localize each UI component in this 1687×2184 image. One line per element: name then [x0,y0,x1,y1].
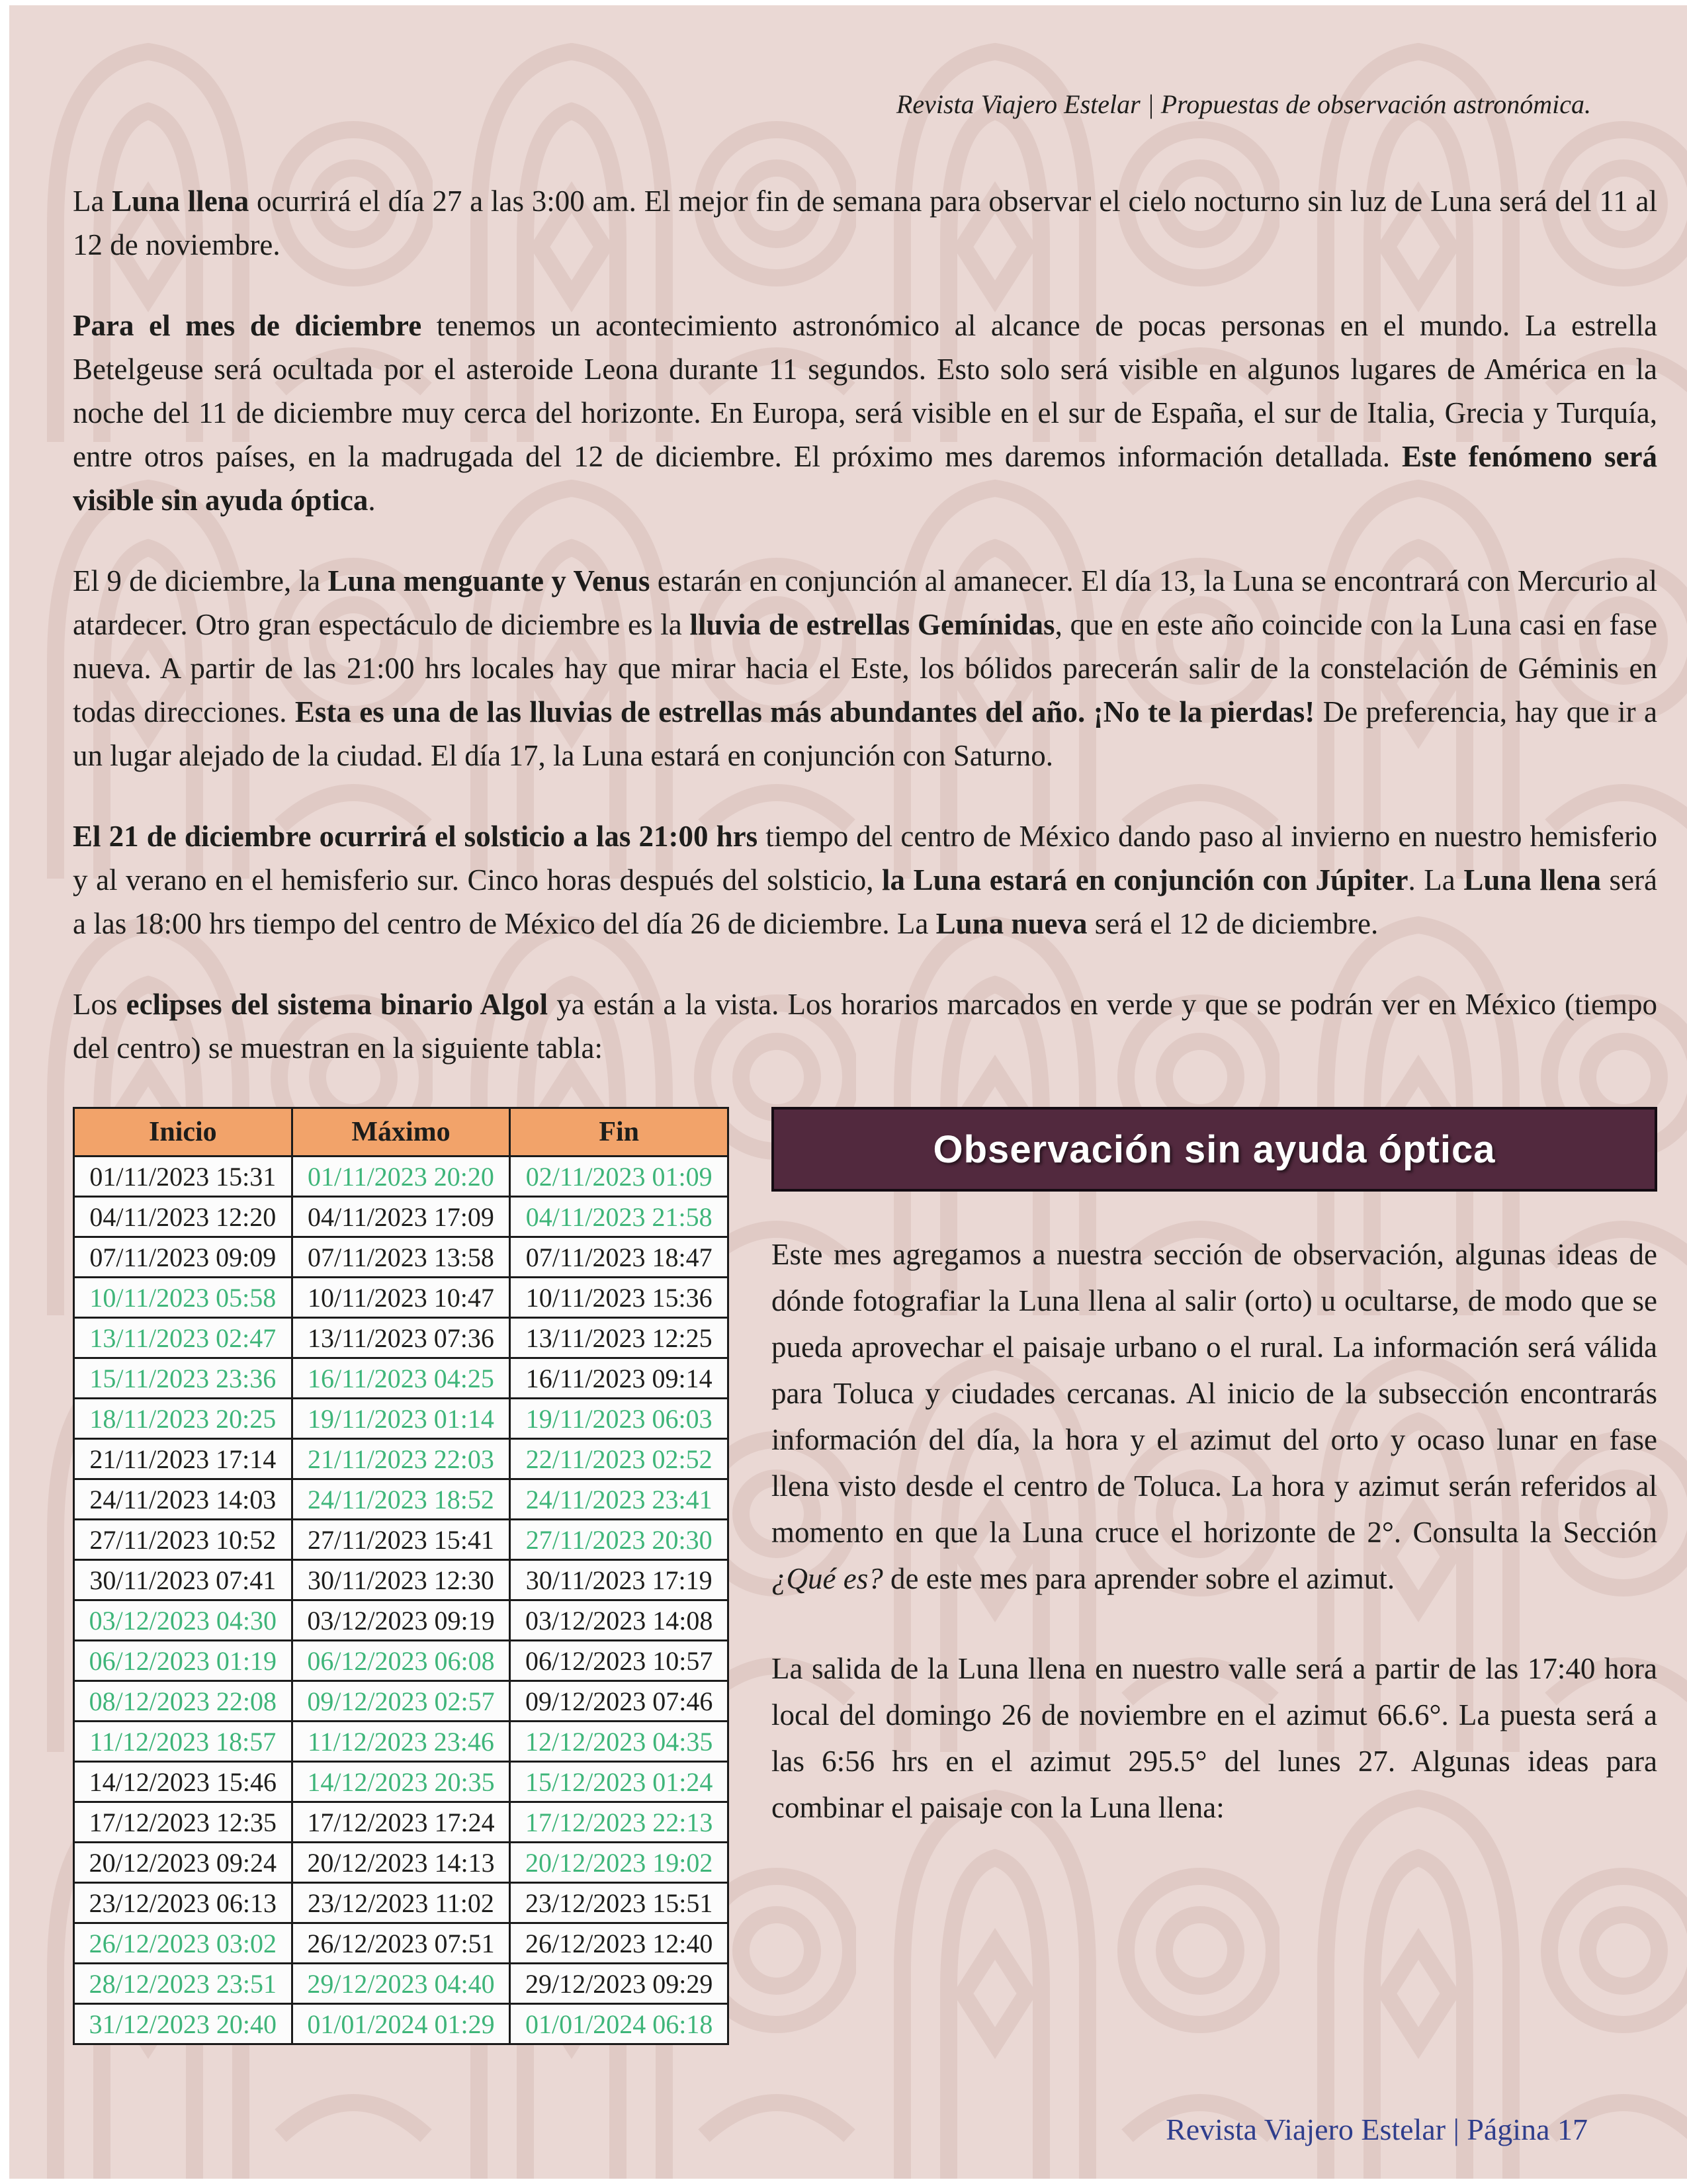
body-paragraph-betelgeuse [73,304,1657,522]
text-run: Este mes agregamos a nuestra sección de observación, algunas ideas de dónde fotografiar la Luna llena al salir (orto) u ocultarse, de modo que se pueda aprovechar el paisaje urbano o el rural. La información será válida para Toluca y ciudades cercanas. Al inicio de la subsección encontrarás información del día, la hora y el azimut del orto y ocaso lunar en fase llena visto desde el centro de Toluca. La hora y azimut serán referidos al momento en que la Luna cruce el horizonte de 2°. Consulta la Sección [771,1238,1657,1549]
table-cell: 06/12/2023 06:08 [292,1641,510,1681]
table-cell: 15/11/2023 23:36 [74,1358,292,1399]
table-cell: 21/11/2023 22:03 [292,1439,510,1479]
table-cell: 03/12/2023 14:08 [510,1600,728,1641]
table-cell: 10/11/2023 05:58 [74,1278,292,1318]
table-cell: 16/11/2023 04:25 [292,1358,510,1399]
table-cell: 03/12/2023 09:19 [292,1600,510,1641]
table-cell: 23/12/2023 15:51 [510,1883,728,1923]
body-paragraph-geminids [73,559,1657,777]
table-cell: 26/12/2023 12:40 [510,1923,728,1964]
text-run: Luna nueva [935,907,1088,940]
table-cell: 06/12/2023 10:57 [510,1641,728,1681]
text-run: ya están a la vista. Los horarios marcados en verde y que se podrán ver en México (tiempo del centro) se muestran en la siguiente tabla: [73,988,1658,1065]
table-cell: 27/11/2023 10:52 [74,1520,292,1560]
table-cell: 07/11/2023 09:09 [74,1237,292,1278]
text-run: eclipses del sistema binario Algol [126,988,548,1021]
table-cell: 21/11/2023 17:14 [74,1439,292,1479]
table-cell: 10/11/2023 10:47 [292,1278,510,1318]
table-cell: 17/12/2023 12:35 [74,1802,292,1843]
text-run: Luna llena [112,185,249,218]
table-cell: 14/12/2023 20:35 [292,1762,510,1802]
observation-paragraph-intro [771,1231,1657,1602]
table-row [74,1802,728,1843]
table-cell: 08/12/2023 22:08 [74,1681,292,1722]
algol-eclipse-table [73,1107,729,2045]
text-run: será a las 18:00 hrs tiempo del centro de México del día 26 de diciembre. La [73,863,1657,940]
table-row [74,1520,728,1560]
two-column-section [73,1107,1657,2045]
text-run: tenemos un acontecimiento astronómico al alcance de pocas personas en el mundo. La estrella Betelgeuse será ocultada por el asteroide Leona durante 11 segundos. Esto solo será visible en algunos lugares de América en la noche del 11 de diciembre muy cerca del horizonte. En Europa, será visible en el sur de España, el sur de Italia, Grecia y Turquía, entre otros países, en la madrugada del 12 de diciembre. El próximo mes daremos información detallada. [73,309,1657,473]
text-run: La [73,185,112,218]
table-cell: 01/11/2023 20:20 [292,1157,510,1197]
table-cell: 16/11/2023 09:14 [510,1358,728,1399]
text-run: Luna menguante y Venus [327,564,650,597]
table-cell: 04/11/2023 17:09 [292,1197,510,1237]
table-row [74,1883,728,1923]
table-cell: 06/12/2023 01:19 [74,1641,292,1681]
table-cell: 24/11/2023 23:41 [510,1479,728,1520]
section-banner [771,1107,1657,1192]
text-run: lluvia de estrellas Gemínidas [689,608,1055,641]
table-cell: 27/11/2023 20:30 [510,1520,728,1560]
table-cell: 17/12/2023 22:13 [510,1802,728,1843]
table-cell: 01/11/2023 15:31 [74,1157,292,1197]
text-run: ocurrirá el día 27 a las 3:00 am. El mejor fin de semana para observar el cielo nocturno sin luz de Luna será del 11 al 12 de noviembre. [73,185,1657,261]
table-cell: 18/11/2023 20:25 [74,1399,292,1439]
text-run: tiempo del centro de México dando paso al invierno en nuestro hemisferio y al verano en el hemisferio sur. Cinco horas después del solsticio, [73,820,1657,896]
text-run: El 9 de diciembre, la [73,564,328,597]
table-cell: 02/11/2023 01:09 [510,1157,728,1197]
table-cell: 19/11/2023 06:03 [510,1399,728,1439]
text-run: Luna llena [1463,863,1601,896]
table-header-cell: Inicio [74,1108,292,1157]
table-cell: 30/11/2023 12:30 [292,1560,510,1600]
text-run: de este mes para aprender sobre el azimut. [883,1562,1395,1595]
table-row [74,1762,728,1802]
text-run: ¿Qué es? [771,1562,883,1595]
table-row [74,1358,728,1399]
table-cell: 11/12/2023 18:57 [74,1722,292,1762]
text-run: será el 12 de diciembre. [1087,907,1379,940]
table-cell: 28/12/2023 23:51 [74,1964,292,2004]
table-row [74,2004,728,2044]
table-row [74,1278,728,1318]
table-row [74,1641,728,1681]
page-content [9,5,1687,2045]
table-cell: 11/12/2023 23:46 [292,1722,510,1762]
table-cell: 27/11/2023 15:41 [292,1520,510,1560]
table-row [74,1722,728,1762]
text-run: , que en este año coincide con la Luna casi en fase nueva. A partir de las 21:00 hrs locales hay que mirar hacia el Este, los bólidos parecerán salir de la constelación de Géminis en todas direcciones. [73,608,1657,728]
table-cell: 13/11/2023 12:25 [510,1318,728,1358]
table-cell: 01/01/2024 01:29 [292,2004,510,2044]
table-row [74,1439,728,1479]
table-row [74,1157,728,1197]
table-cell: 13/11/2023 02:47 [74,1318,292,1358]
table-cell: 03/12/2023 04:30 [74,1600,292,1641]
table-cell: 07/11/2023 18:47 [510,1237,728,1278]
table-cell: 13/11/2023 07:36 [292,1318,510,1358]
table-cell: 12/12/2023 04:35 [510,1722,728,1762]
observation-paragraph-moonrise [771,1645,1657,1831]
right-column [771,1107,1657,1874]
section-banner-title: Observación sin ayuda óptica [933,1127,1496,1171]
table-cell: 15/12/2023 01:24 [510,1762,728,1802]
table-row [74,1600,728,1641]
text-run: Este fenómeno será visible sin ayuda óptica [73,440,1657,517]
table-cell: 29/12/2023 04:40 [292,1964,510,2004]
text-run: Los [73,988,126,1021]
table-cell: 20/12/2023 14:13 [292,1843,510,1883]
text-run: Para el mes de diciembre [73,309,422,342]
page-footer: Revista Viajero Estelar | Página 17 [1166,2113,1588,2146]
table-cell: 26/12/2023 07:51 [292,1923,510,1964]
text-run: la Luna estará en conjunción con Júpiter [882,863,1408,896]
table-row [74,1681,728,1722]
body-paragraph-moon-full [73,179,1657,267]
table-cell: 23/12/2023 06:13 [74,1883,292,1923]
table-header-cell: Fin [510,1108,728,1157]
table-cell: 09/12/2023 02:57 [292,1681,510,1722]
table-row [74,1923,728,1964]
table-header-cell: Máximo [292,1108,510,1157]
text-run: El 21 de diciembre ocurrirá el solsticio a las 21:00 hrs [73,820,758,853]
table-row [74,1560,728,1600]
table-cell: 14/12/2023 15:46 [74,1762,292,1802]
table-cell: 01/01/2024 06:18 [510,2004,728,2044]
table-cell: 26/12/2023 03:02 [74,1923,292,1964]
table-cell: 19/11/2023 01:14 [292,1399,510,1439]
table-row [74,1197,728,1237]
table-row [74,1843,728,1883]
table-cell: 30/11/2023 17:19 [510,1560,728,1600]
table-cell: 22/11/2023 02:52 [510,1439,728,1479]
table-cell: 20/12/2023 09:24 [74,1843,292,1883]
table-cell: 24/11/2023 14:03 [74,1479,292,1520]
text-run: . La [1408,863,1464,896]
table-cell: 10/11/2023 15:36 [510,1278,728,1318]
table-cell: 29/12/2023 09:29 [510,1964,728,2004]
table-header-row [74,1108,728,1157]
table-cell: 20/12/2023 19:02 [510,1843,728,1883]
text-run: La salida de la Luna llena en nuestro valle será a partir de las 17:40 hora local del domingo 26 de noviembre en el azimut 66.6°. La puesta será a las 6:56 hrs en el azimut 295.5° del lunes 27. Algunas ideas para combinar el paisaje con la Luna llena: [771,1652,1657,1824]
text-run: Esta es una de las lluvias de estrellas más abundantes del año. ¡No te la pierdas! [294,695,1315,728]
table-row [74,1318,728,1358]
table-cell: 09/12/2023 07:46 [510,1681,728,1722]
text-run: estarán en conjunción al amanecer. El día 13, la Luna se encontrará con Mercurio al atardecer. Otro gran espectáculo de diciembre es la [73,564,1657,641]
table-cell: 04/11/2023 21:58 [510,1197,728,1237]
table-row [74,1237,728,1278]
table-cell: 24/11/2023 18:52 [292,1479,510,1520]
table-row [74,1479,728,1520]
text-run: . [368,484,376,517]
paper-background [9,5,1687,2179]
running-header: Revista Viajero Estelar | Propuestas de observación astronómica. [896,89,1591,119]
text-run: De preferencia, hay que ir a un lugar alejado de la ciudad. El día 17, la Luna estará en conjunción con Saturno. [73,695,1657,772]
table-cell: 07/11/2023 13:58 [292,1237,510,1278]
table-cell: 17/12/2023 17:24 [292,1802,510,1843]
table-cell: 31/12/2023 20:40 [74,2004,292,2044]
table-row [74,1964,728,2004]
table-cell: 04/11/2023 12:20 [74,1197,292,1237]
table-row [74,1399,728,1439]
table-cell: 30/11/2023 07:41 [74,1560,292,1600]
body-paragraph-algol-intro [73,983,1657,1070]
body-paragraph-solstice [73,814,1657,945]
table-cell: 23/12/2023 11:02 [292,1883,510,1923]
